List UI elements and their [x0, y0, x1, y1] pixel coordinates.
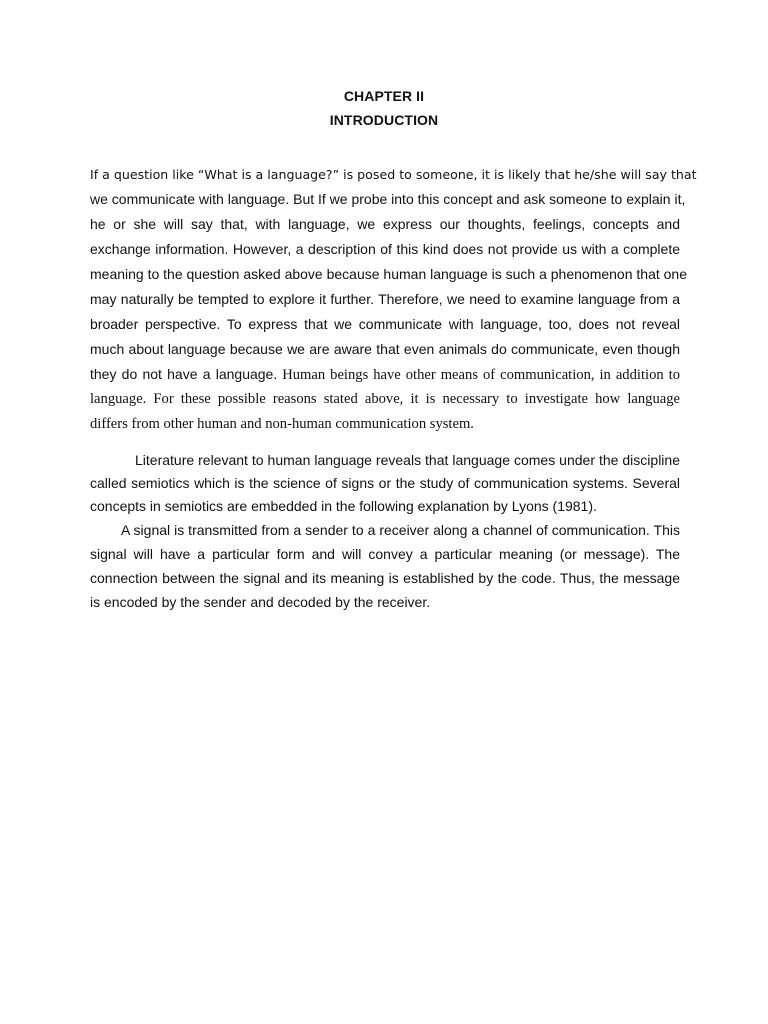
paragraph-1-line-1: If a question like “What is a language?” is posed to someone, it is likely that he/she will say that — [90, 167, 697, 182]
paragraph-3-line-2: signal will have a particular form and will convey a particular meaning (or message). The — [90, 546, 680, 562]
paragraph-1 — [90, 162, 697, 437]
paragraph-1-line-9-end: Human beings have other means of communication, in addition to — [277, 367, 680, 383]
chapter-label: CHAPTER II — [343, 88, 425, 104]
paragraph-2-line-3: concepts in semiotics are embedded in the following explanation by Lyons (1981). — [90, 498, 597, 514]
paragraph-1-line-3: he or she will say that, with language, we express our thoughts, feelings, concepts and — [90, 216, 680, 232]
paragraph-2-line-1: Literature relevant to human language reveals that language comes under the discipline — [135, 452, 680, 468]
paragraph-1-line-4: exchange information. However, a description of this kind does not provide us with a complete — [90, 241, 680, 257]
paragraph-2 — [90, 449, 680, 518]
paragraph-1-line-9 — [90, 362, 680, 387]
paragraph-1-line-8: much about language because we are aware that even animals do communicate, even though — [90, 341, 680, 357]
paragraph-1-line-11: differs from other human and non-human communication system. — [90, 416, 474, 432]
paragraph-3 — [90, 518, 680, 614]
paragraph-1-line-2: we communicate with language. But If we probe into this concept and ask someone to explain it, — [90, 191, 686, 207]
paragraph-3-line-3: connection between the signal and its meaning is established by the code. Thus, the message — [90, 570, 680, 586]
paragraph-1-line-5: meaning to the question asked above because human language is such a phenomenon that one — [90, 266, 687, 282]
paragraph-3-line-4: is encoded by the sender and decoded by the receiver. — [90, 594, 431, 610]
paragraph-1-line-10: language. For these possible reasons stated above, it is necessary to investigate how language — [90, 391, 680, 407]
section-title: INTRODUCTION — [329, 112, 439, 128]
paragraph-3-line-1: A signal is transmitted from a sender to a receiver along a channel of communication. This — [121, 522, 680, 538]
paragraph-1-line-6: may naturally be tempted to explore it further. Therefore, we need to examine language from a — [90, 291, 680, 307]
paragraph-1-line-7: broader perspective. To express that we communicate with language, too, does not reveal — [90, 316, 680, 332]
paragraph-1-line-9-start: they do not have a language. — [90, 366, 278, 382]
paragraph-2-line-2: called semiotics which is the science of signs or the study of communication systems. Several — [90, 475, 680, 491]
